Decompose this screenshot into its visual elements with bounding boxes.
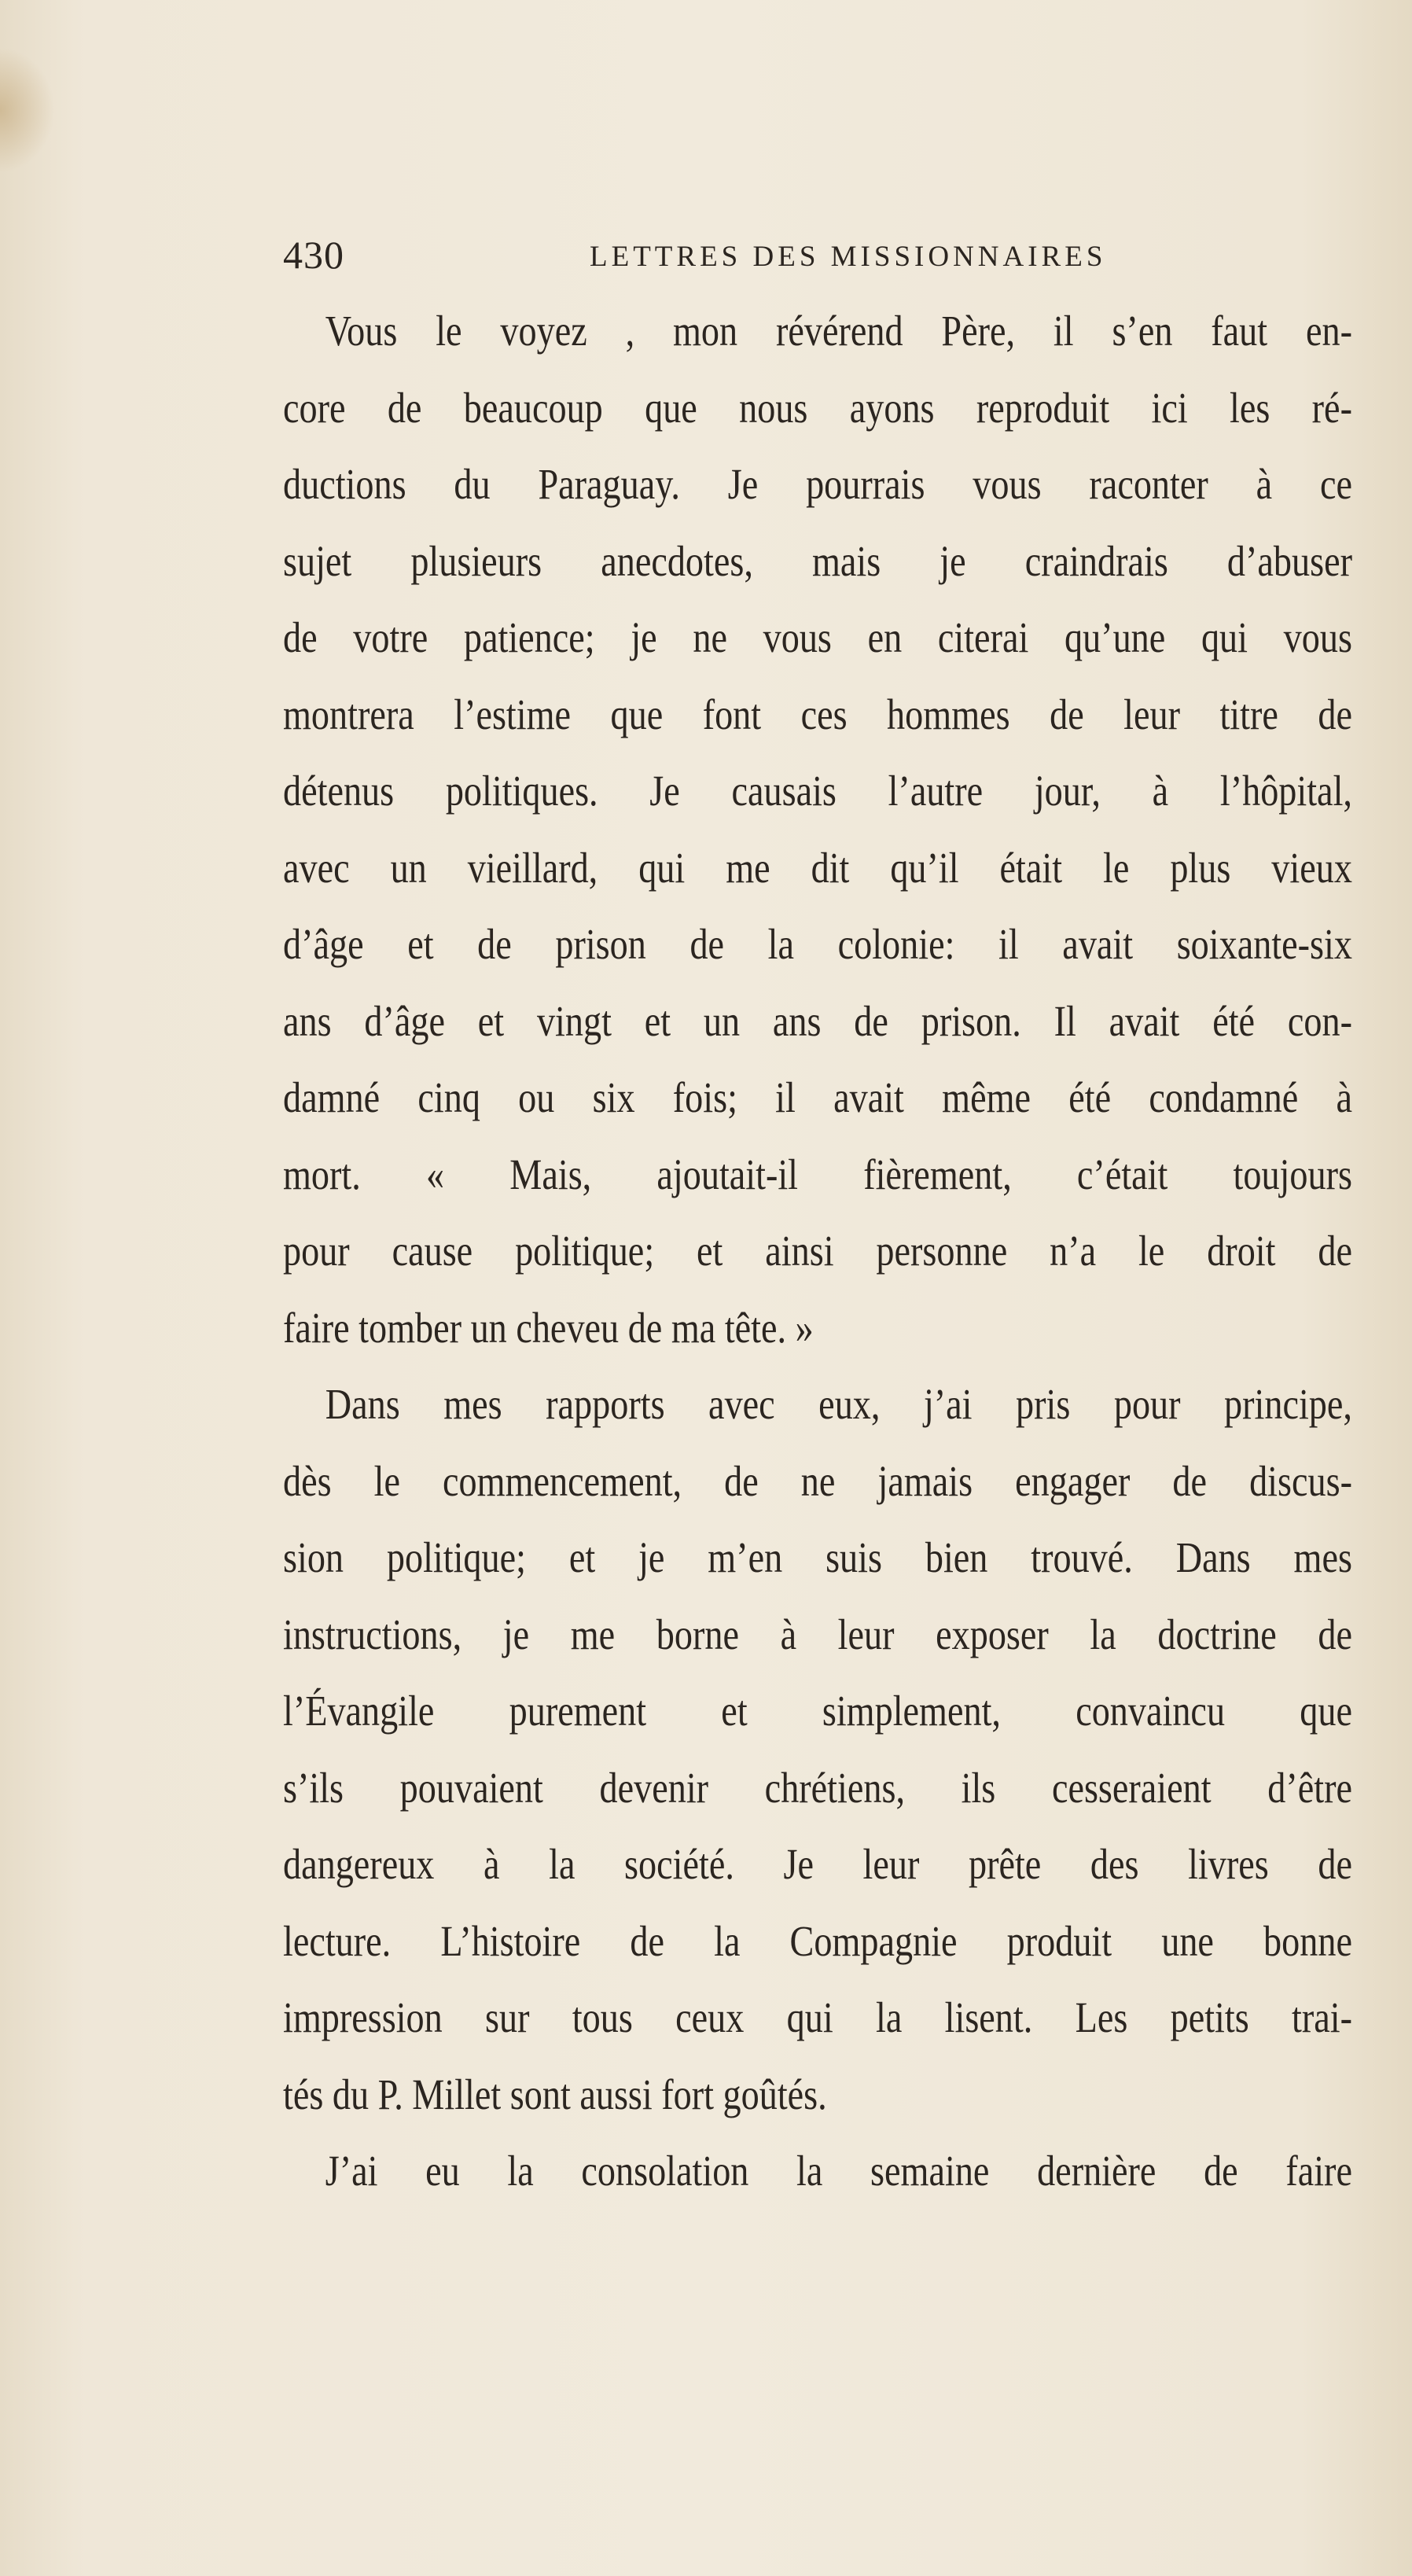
text-line: dangereux à la société. Je leur prête des livres de xyxy=(283,1840,1352,1888)
text-line: tés du P. Millet sont aussi fort goûtés. xyxy=(283,2070,827,2118)
text-line: d’âge et de prison de la colonie: il avait soixante-six xyxy=(283,920,1352,968)
text-line: dès le commencement, de ne jamais engager de discus- xyxy=(283,1456,1352,1505)
text-line: lecture. L’histoire de la Compagnie produit une bonne xyxy=(283,1916,1352,1965)
text-line: s’ils pouvaient devenir chrétiens, ils cesseraient d’être xyxy=(283,1763,1352,1812)
text-line: sujet plusieurs anecdotes, mais je craindrais d’abuser xyxy=(283,536,1352,585)
paper-stain xyxy=(0,47,55,173)
text-line: pour cause politique; et ainsi personne n’a le droit de xyxy=(283,1227,1352,1275)
text-line: détenus politiques. Je causais l’autre jour, à l’hôpital, xyxy=(283,767,1352,815)
text-line: impression sur tous ceux qui la lisent. Les petits trai- xyxy=(283,1993,1352,2041)
text-line: sion politique; et je m’en suis bien trouvé. Dans mes xyxy=(283,1533,1352,1581)
text-line: mort. « Mais, ajoutait-il fièrement, c’était toujours xyxy=(283,1150,1352,1198)
text-line: de votre patience; je ne vous en citerai qu’une qui vous xyxy=(283,613,1352,661)
page-header xyxy=(283,232,1352,287)
text-line: avec un vieillard, qui me dit qu’il était le plus vieux xyxy=(283,843,1352,892)
body-text xyxy=(283,293,1352,2210)
page-number: 430 xyxy=(283,233,344,277)
text-line: Vous le voyez , mon révérend Père, il s’en faut en- xyxy=(325,307,1352,355)
text-line: core de beaucoup que nous ayons reproduit ici les ré- xyxy=(283,383,1352,432)
text-line: Dans mes rapports avec eux, j’ai pris pour principe, xyxy=(325,1380,1352,1428)
text-line: faire tomber un cheveu de ma tête. » xyxy=(283,1303,814,1352)
running-head: LETTRES DES MISSIONNAIRES xyxy=(590,241,1107,273)
text-line: instructions, je me borne à leur exposer la doctrine de xyxy=(283,1610,1352,1658)
text-line: ductions du Paraguay. Je pourrais vous raconter à ce xyxy=(283,460,1352,508)
text-line: l’Évangile purement et simplement, convaincu que xyxy=(283,1687,1352,1735)
text-line: ans d’âge et vingt et un ans de prison. Il avait été con- xyxy=(283,996,1352,1045)
text-line: montrera l’estime que font ces hommes de leur titre de xyxy=(283,690,1352,738)
text-line: J’ai eu la consolation la semaine dernière de faire xyxy=(325,2147,1352,2195)
text-line: damné cinq ou six fois; il avait même été condamné à xyxy=(283,1073,1352,1121)
